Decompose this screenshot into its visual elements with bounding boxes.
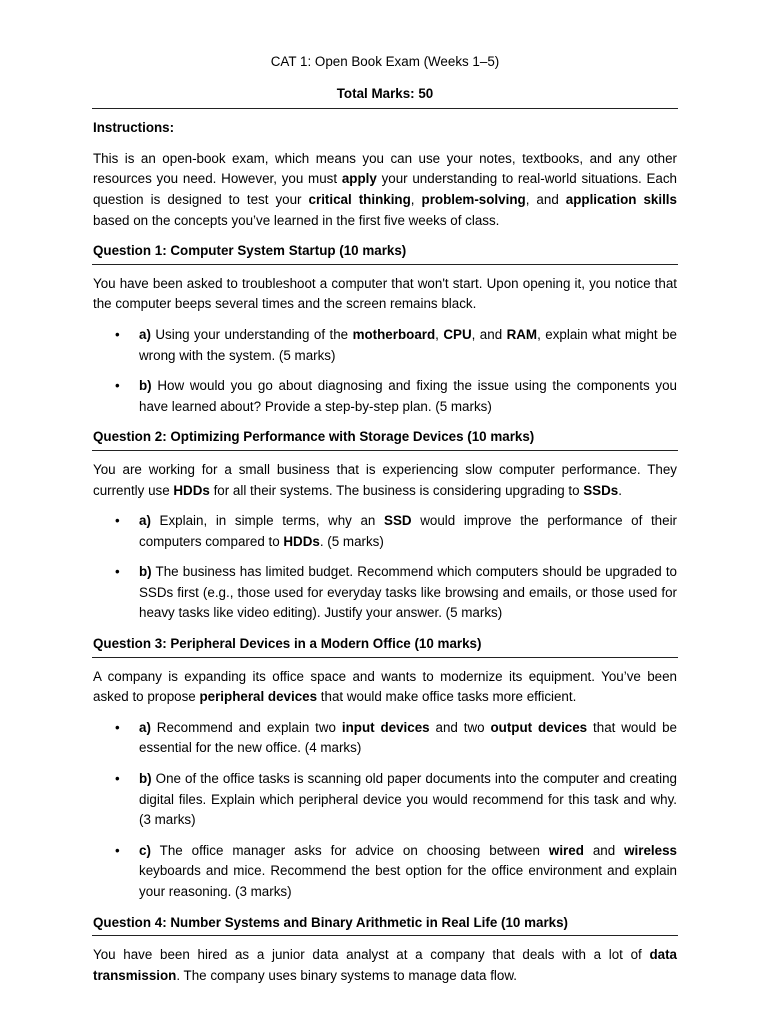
exam-title: CAT 1: Open Book Exam (Weeks 1–5): [270, 54, 500, 69]
question-2-intro: You are working for a small business that is experiencing slow computer performance. They currently use HDDs for all their systems. The business is considering upgrading to SSDs.: [93, 461, 677, 498]
bullet-icon: •: [115, 771, 120, 787]
question-3-part-a: • a) Recommend and explain two input devices and two output devices that would be essential for the new office. (4 marks): [115, 719, 678, 756]
question-3-part-b: • b) One of the office tasks is scanning old paper documents into the computer and creating digital files. Explain which peripheral device you would recommend for this task and why. (3 marks): [115, 771, 677, 828]
question-4-divider: [92, 935, 678, 936]
bullet-icon: •: [115, 513, 120, 529]
question-3-divider: [92, 657, 678, 658]
question-1-part-b: • b) How would you go about diagnosing and fixing the issue using the components you have learned about? Provide a step-by-step plan. (5 marks): [115, 378, 677, 414]
question-2-part-a: • a) Explain, in simple terms, why an SSD would improve the performance of their computers compared to HDDs. (5 marks): [115, 513, 677, 549]
instructions-heading: Instructions:: [93, 120, 175, 136]
question-1-divider: [92, 264, 678, 265]
question-2-heading: Question 2: Optimizing Performance with Storage Devices (10 marks): [93, 429, 535, 445]
question-2-part-b: • b) The business has limited budget. Recommend which computers should be upgraded to SSDs first (e.g., those used for everyday tasks like browsing and emails, or those used for heavy tasks like video editing). Justify your answer. (5 marks): [115, 564, 677, 621]
question-3-parts: [93, 718, 677, 903]
question-1-parts: [93, 325, 677, 417]
question-1-heading: Question 1: Computer System Startup (10 marks): [93, 243, 407, 259]
bullet-icon: •: [115, 719, 120, 735]
question-2-parts: [93, 511, 677, 624]
header-divider: [92, 108, 678, 109]
bullet-icon: •: [115, 326, 120, 342]
question-3-heading: Question 3: Peripheral Devices in a Modern Office (10 marks): [93, 636, 482, 652]
total-marks: Total Marks: 50: [336, 85, 434, 101]
question-1-intro: You have been asked to troubleshoot a computer that won't start. Upon opening it, you notice that the computer beeps several times and the screen remains black.: [93, 275, 677, 312]
question-4-heading: Question 4: Number Systems and Binary Arithmetic in Real Life (10 marks): [93, 914, 569, 930]
bullet-icon: •: [115, 378, 120, 394]
document-content: [93, 52, 677, 996]
question-4-intro: You have been hired as a junior data analyst at a company that deals with a lot of data transmission. The company uses binary systems to manage data flow.: [93, 947, 677, 983]
question-3-part-c: • c) The office manager asks for advice on choosing between wired and wireless keyboards and mice. Recommend the best option for the office environment and explain your reasoning. (3 marks): [115, 842, 677, 899]
question-2-divider: [92, 450, 678, 451]
question-1-part-a: • a) Using your understanding of the motherboard, CPU, and RAM, explain what might be wrong with the system. (5 marks): [115, 326, 677, 363]
question-3-intro: A company is expanding its office space and wants to modernize its equipment. You’ve been asked to propose peripheral devices that would make office tasks more efficient.: [93, 668, 677, 705]
bullet-icon: •: [115, 564, 120, 580]
instructions-paragraph: This is an open-book exam, which means you can use your notes, textbooks, and any other resources you need. However, you must apply your understanding to real-world situations. Each question is designed to test your critical thinking, problem-solving, and application skills based on the concepts you’ve learned in the first five weeks of class.: [93, 150, 678, 228]
bullet-icon: •: [115, 842, 120, 858]
